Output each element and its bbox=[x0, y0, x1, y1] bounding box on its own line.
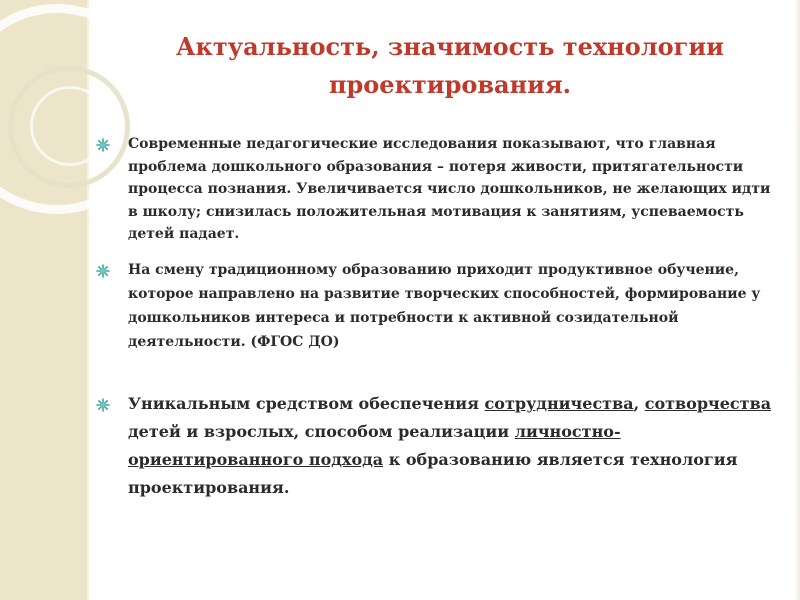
bullet-reference: (ФГОС ДО) bbox=[250, 333, 340, 350]
bullet-item-project-technology bbox=[96, 390, 780, 502]
underlined-term-co-creation: сотворчества bbox=[644, 393, 772, 413]
slide-body bbox=[96, 133, 780, 502]
slide-right-edge-shadow bbox=[794, 0, 800, 600]
bullet-text: Современные педагогические исследования показывают, что главная проблема дошкольного образования – потеря живости, притягательности процесса познания. Увеличивается число дошкольников, не желающих идти в школу; снизилась положительная мотивация к занятиям, успеваемость детей падает. bbox=[128, 136, 771, 243]
bullet-text-segment: , bbox=[633, 393, 645, 413]
slide-title: Актуальность, значимость технологии проектирования. bbox=[176, 32, 724, 99]
underlined-term-cooperation: сотрудничества bbox=[484, 393, 634, 413]
bullet-text-segment: Уникальным средством обеспечения bbox=[128, 393, 485, 413]
bullet-text-segment: детей и взрослых, способом реализации bbox=[128, 421, 515, 441]
bullet-text-segment: к образованию является технология проектирования. bbox=[128, 449, 738, 497]
teal-star-bullet-icon bbox=[96, 138, 110, 152]
bullet-item-productive-learning bbox=[96, 258, 780, 354]
underlined-term-personal-approach: личностно-ориентированного подхода bbox=[128, 421, 621, 469]
teal-star-bullet-icon bbox=[96, 264, 110, 278]
bullet-item-research bbox=[96, 133, 780, 246]
teal-star-bullet-icon bbox=[96, 398, 110, 412]
bullet-text: На смену традиционному образованию приходит продуктивное обучение, которое направлено на развитие творческих способностей, формирование у дошкольников интереса и потребности к активной созидательной деятельности. bbox=[128, 261, 761, 350]
